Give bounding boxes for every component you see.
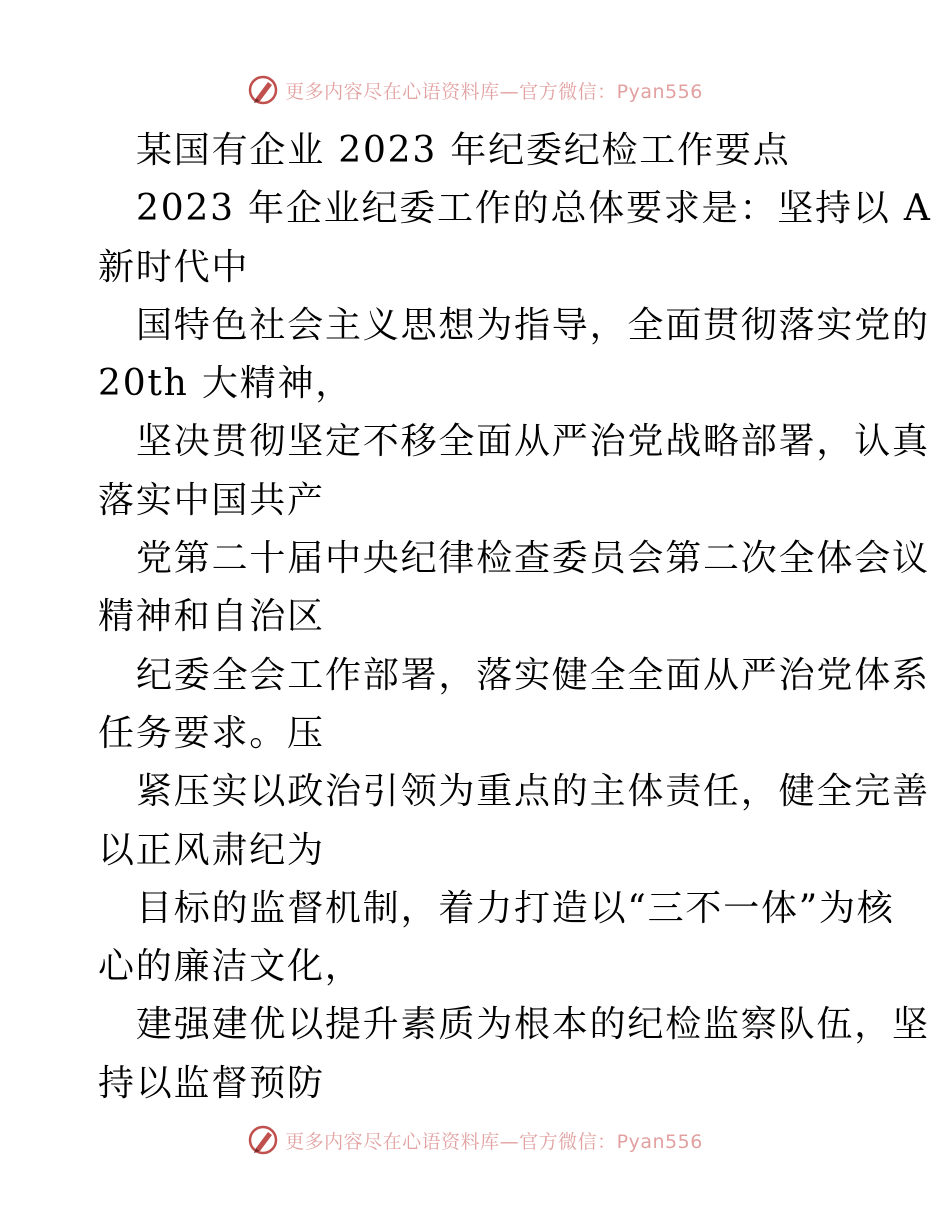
paragraph-line: 国特色社会主义思想为指导，全面贯彻落实党的 <box>136 304 930 346</box>
watermark-text: 更多内容尽在心语资料库—官方微信：Pyan556 <box>285 1130 703 1153</box>
paragraph-line: 精神和自治区 <box>98 596 325 638</box>
document-title: 某国有企业 2023 年纪委纪检工作要点 <box>136 130 791 171</box>
paragraph-line: 紧压实以政治引领为重点的主体责任，健全完善 <box>136 771 930 813</box>
footer-watermark <box>0 1120 950 1160</box>
document-body <box>98 122 932 1113</box>
paragraph-line: 坚决贯彻坚定不移全面从严治党战略部署，认真 <box>136 421 930 463</box>
paragraph-line: 纪委全会工作部署，落实健全全面从严治党体系 <box>136 654 930 696</box>
paragraph-line: 20th 大精神， <box>98 363 354 405</box>
paragraph-line: 持以监督预防 <box>98 1062 325 1104</box>
header-watermark <box>0 70 950 110</box>
pen-logo-icon <box>247 1124 279 1156</box>
paragraph-line: 2023 年企业纪委工作的总体要求是：坚持以 A <box>136 188 932 230</box>
paragraph-line: 目标的监督机制，着力打造以“三不一体”为核 <box>136 887 895 929</box>
paragraph-line: 落实中国共产 <box>98 479 325 521</box>
watermark-text: 更多内容尽在心语资料库—官方微信：Pyan556 <box>285 80 703 103</box>
paragraph-line: 党第二十届中央纪律检查委员会第二次全体会议 <box>136 538 930 580</box>
paragraph-line: 任务要求。压 <box>98 712 325 754</box>
pen-logo-icon <box>247 74 279 106</box>
paragraph-line: 建强建优以提升素质为根本的纪检监察队伍，坚 <box>136 1004 930 1046</box>
paragraph-line: 心的廉洁文化， <box>98 946 363 988</box>
paragraph-line: 新时代中 <box>98 246 250 288</box>
paragraph-line: 以正风肃纪为 <box>98 829 325 871</box>
